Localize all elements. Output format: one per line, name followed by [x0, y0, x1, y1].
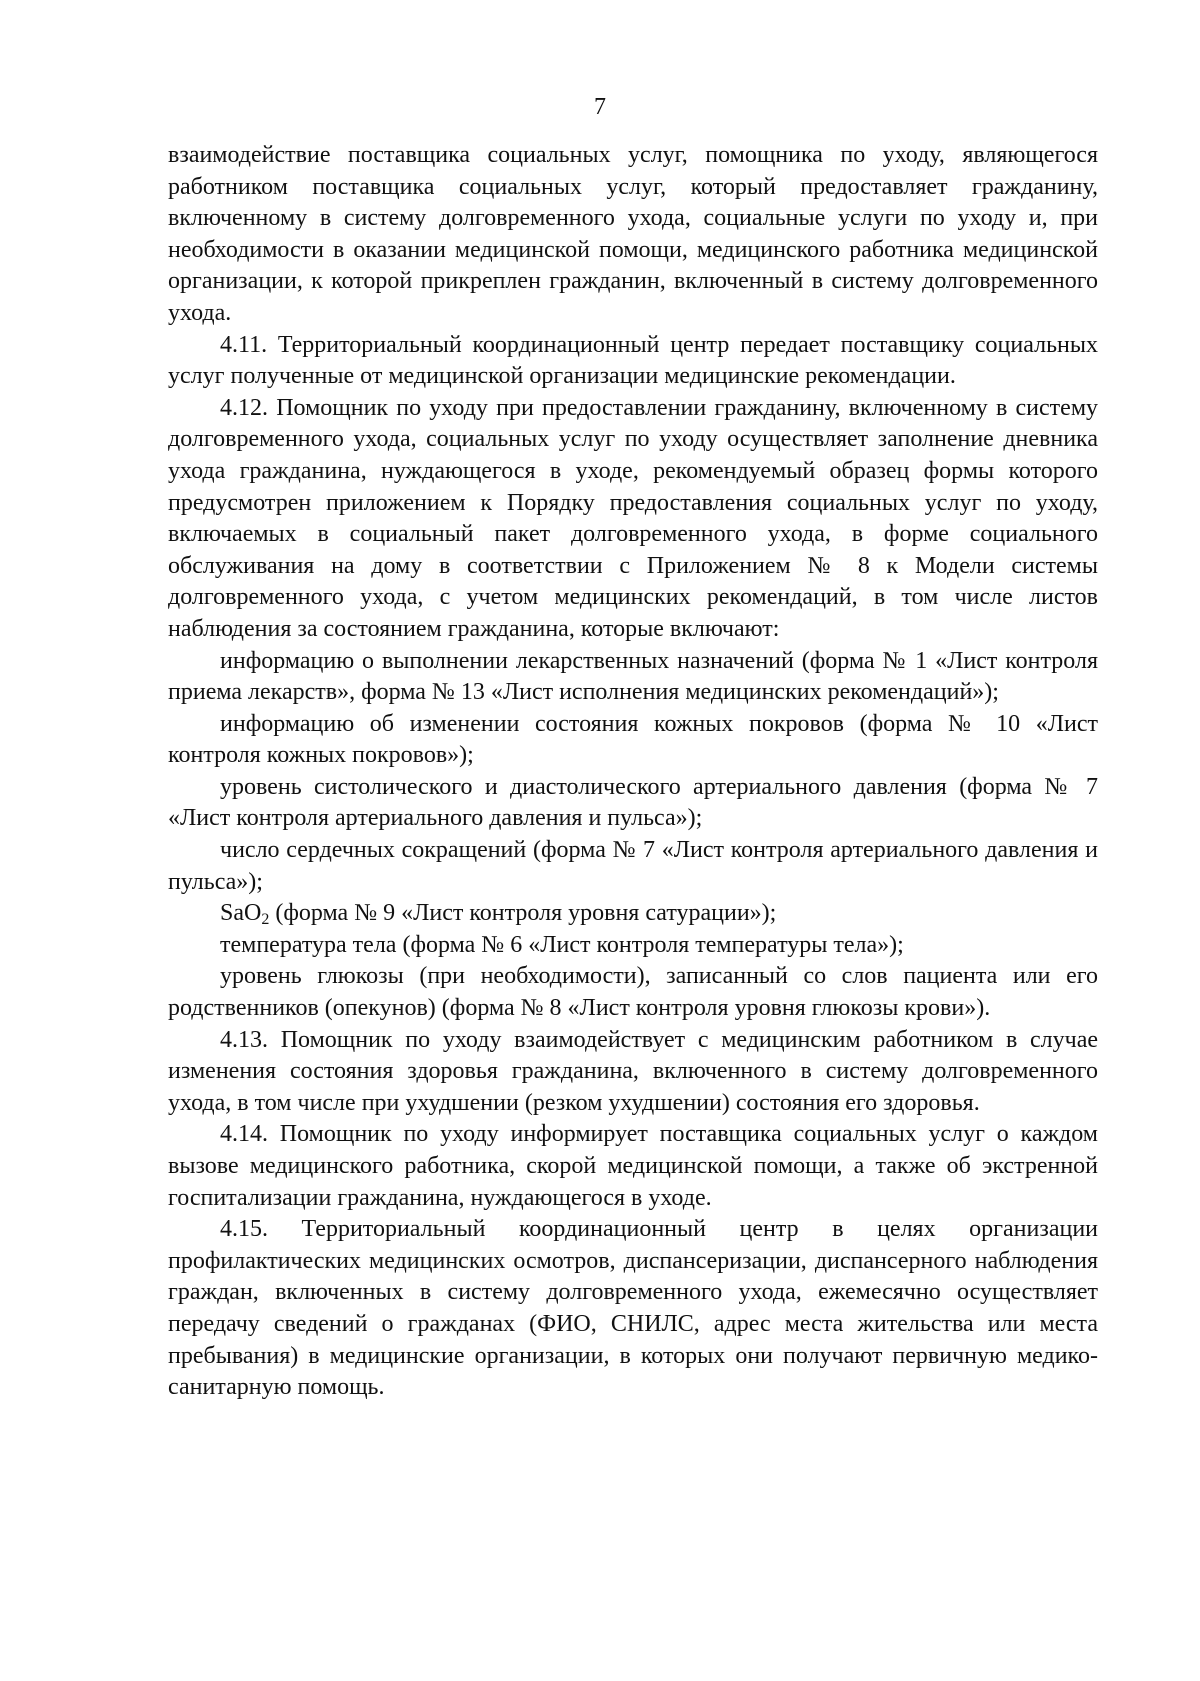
paragraph-4-11: 4.11. Территориальный координационный центр передает поставщику социальных услуг полученные от медицинской организации медицинские рекомендации. — [168, 331, 1098, 390]
page-number: 7 — [594, 94, 606, 120]
saturation-symbol: SaO — [220, 900, 262, 927]
paragraph-4-13: 4.13. Помощник по уходу взаимодействует с медицинским работником в случае изменения состояния здоровья гражданина, включенного в систему долговременного ухода, в том числе при ухудшении (резком ухудшении) состояния его здоровья. — [168, 1026, 1098, 1116]
saturation-text: (форма № 9 «Лист контроля уровня сатурации»); — [269, 900, 777, 927]
paragraph-4-15: 4.15. Территориальный координационный центр в целях организации профилактических медицинских осмотров, диспансеризации, диспансерного наблюдения граждан, включенных в систему долговременного ухода, ежемесячно осуществляет передачу сведений о гражданах (ФИО, СНИЛС, адрес места жительства или места пребывания) в медицинские организации, в которых они получают первичную медико-санитарную помощь. — [168, 1216, 1098, 1401]
list-item-glucose: уровень глюкозы (при необходимости), записанный со слов пациента или его родственников (опекунов) (форма № 8 «Лист контроля уровня глюкозы крови»). — [168, 963, 1098, 1022]
list-item-medication: информацию о выполнении лекарственных назначений (форма № 1 «Лист контроля приема лекарств», форма № 13 «Лист исполнения медицинских рекомендаций»); — [168, 647, 1098, 706]
list-item-temperature: температура тела (форма № 6 «Лист контроля температуры тела»); — [220, 931, 904, 958]
list-item-skin: информацию об изменении состояния кожных покровов (форма № 10 «Лист контроля кожных покровов»); — [168, 710, 1098, 769]
paragraph-4-14: 4.14. Помощник по уходу информирует поставщика социальных услуг о каждом вызове медицинского работника, скорой медицинской помощи, а также об экстренной госпитализации гражданина, нуждающегося в уходе. — [168, 1121, 1098, 1211]
saturation-subscript: 2 — [261, 911, 270, 929]
document-body — [168, 140, 1098, 1404]
list-item-blood-pressure: уровень систолического и диастолического артериального давления (форма № 7 «Лист контроля артериального давления и пульса»); — [168, 773, 1098, 832]
paragraph-4-12: 4.12. Помощник по уходу при предоставлении гражданину, включенному в систему долговременного ухода, социальных услуг по уходу осуществляет заполнение дневника ухода гражданина, нуждающегося в уходе, рекомендуемый образец формы которого предусмотрен приложением к Порядку предоставления социальных услуг по уходу, включаемых в социальный пакет долговременного ухода, в форме социального обслуживания на дому в соответствии с Приложением № 8 к Модели системы долговременного ухода, с учетом медицинских рекомендаций, в том числе листов наблюдения за состоянием гражданина, которые включают: — [168, 394, 1098, 642]
list-item-heart-rate: число сердечных сокращений (форма № 7 «Лист контроля артериального давления и пульса»); — [168, 837, 1098, 895]
paragraph-continuation: взаимодействие поставщика социальных услуг, помощника по уходу, являющегося работником поставщика социальных услуг, который предоставляет гражданину, включенному в систему долговременного ухода, социальные услуги по уходу и, при необходимости в оказании медицинской помощи, медицинского работника медицинской организации, к которой прикреплен гражданин, включенный в систему долговременного ухода. — [168, 142, 1098, 326]
list-item-saturation — [168, 898, 1098, 930]
